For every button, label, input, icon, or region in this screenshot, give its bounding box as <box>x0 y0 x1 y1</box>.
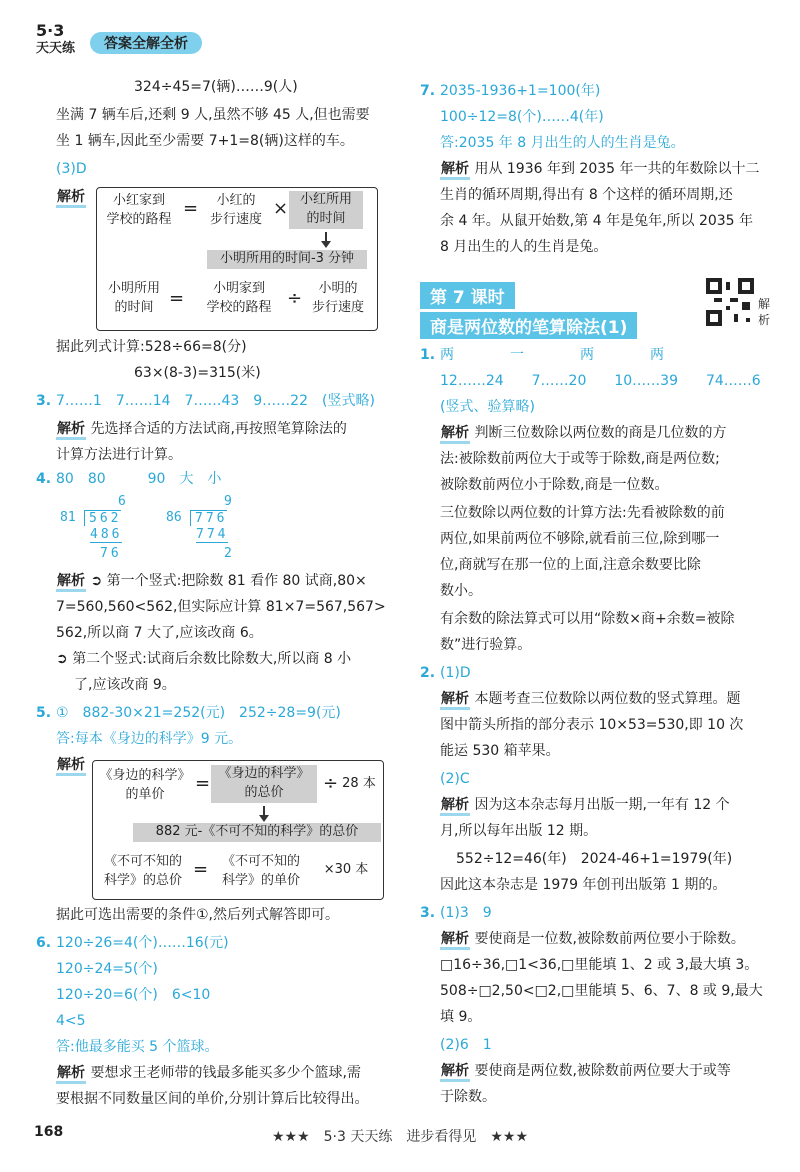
division-remainder: 2 <box>224 546 232 561</box>
analysis-text: 因为这本杂志每月出版一期,一年有 12 个 <box>474 797 730 813</box>
text-line: 因此这本杂志是 1979 年创刊出版第 1 期的。 <box>440 877 727 893</box>
relation-diagram <box>96 187 378 331</box>
analysis-text: 7=560,560<562,但实际应计算 81×7=567,567> <box>56 599 386 615</box>
equals-sign: = <box>195 773 211 794</box>
divide-sign: ÷ <box>287 288 303 309</box>
equals-sign: = <box>169 288 185 309</box>
diagram-cell: ×30 本 <box>323 862 369 877</box>
long-division-2 <box>166 494 256 564</box>
division-divisor: 81 <box>60 510 76 525</box>
diagram-cell-highlight: 小明所用的时间-3 分钟 <box>207 250 367 269</box>
qr-label: 解 <box>758 297 771 311</box>
text-line: 552÷12=46(年) 2024-46+1=1979(年) <box>456 851 733 867</box>
question-number: 3. <box>420 905 436 921</box>
analysis-text: 要想求王老师带的钱最多能买多少个篮球,需 <box>90 1065 361 1081</box>
diagram-cell-highlight: 《身边的科学》 的总价 <box>211 765 317 803</box>
analysis-text: 508÷□2,50<□2,□里能填 5、6、7、8 或 9,最大 <box>440 983 763 999</box>
analysis-text: 8 月出生的人的生肖是兔。 <box>440 239 608 255</box>
answer-line: 答:2035 年 8 月出生的人的生肖是兔。 <box>440 135 685 151</box>
text-line: 坐满 7 辆车后,还剩 9 人,虽然不够 45 人,但也需要 <box>56 107 370 123</box>
analysis-text: 要使商是一位数,被除数前两位要小于除数。 <box>474 931 745 947</box>
diagram-cell: 28 本 <box>342 776 376 791</box>
arrow-right-icon: ➲ <box>90 573 103 589</box>
diagram-cell: 《不可不知的 科学》的单价 <box>221 854 300 888</box>
analysis-label: 解析 <box>440 426 470 444</box>
answer-line: 两 一 两 两 <box>440 347 664 363</box>
answer-line: 120÷26=4(个)……16(元) <box>56 935 229 951</box>
diagram-cell: 小明所用 的时间 <box>107 281 160 315</box>
answer-line: (2)6 1 <box>440 1037 492 1053</box>
analysis-text: 数”进行验算。 <box>440 637 532 653</box>
division-quotient: 9 <box>224 494 232 509</box>
text-line: 坐 1 辆车,因此至少需要 7+1=8(辆)这样的车。 <box>56 133 354 149</box>
answer-line: (2)C <box>440 771 470 787</box>
diagram-cell-highlight: 882 元-《不可不知的科学》的总价 <box>133 823 381 842</box>
answer-line: (3)D <box>56 161 87 177</box>
answer-line: 答:每本《身边的科学》9 元。 <box>56 731 243 747</box>
times-sign: × <box>273 198 289 219</box>
analysis-text: □16÷36,□1<36,□里能填 1、2 或 3,最大填 3。 <box>440 957 759 973</box>
text-line: 63×(8-3)=315(米) <box>134 365 261 381</box>
answer-line: 答:他最多能买 5 个篮球。 <box>56 1039 219 1055</box>
analysis-text: 用从 1936 年到 2035 年一共的年数除以十二 <box>474 161 760 177</box>
section-title-tag: 答案全解全析 <box>90 32 202 54</box>
question-number: 4. <box>36 471 52 487</box>
answer-line: (1)3 9 <box>440 905 492 921</box>
qr-code-icon <box>706 278 754 326</box>
diagram-cell: 小红家到 学校的路程 <box>106 193 172 227</box>
divide-sign: ÷ <box>323 773 339 794</box>
analysis-text: 本题考查三位数除以两位数的竖式算理。题 <box>474 691 741 707</box>
analysis-label: 解析 <box>440 798 470 816</box>
analysis-text: 要使商是两位数,被除数前两位要大于或等 <box>474 1063 731 1079</box>
lesson-number: 第 7 课时 <box>420 282 515 309</box>
question-number: 2. <box>420 665 436 681</box>
analysis-label: 解析 <box>56 190 86 208</box>
question-number: 3. <box>36 393 52 409</box>
svg-text:5·3: 5·3 <box>36 21 65 40</box>
division-dividend: 562 <box>84 510 121 526</box>
answer-line: (1)D <box>440 665 471 681</box>
analysis-text: 图中箭头所指的部分表示 10×53=530,即 10 次 <box>440 717 744 733</box>
analysis-label: 解析 <box>440 1064 470 1082</box>
diagram-cell: 小明家到 学校的路程 <box>206 281 272 315</box>
analysis-label: 解析 <box>440 932 470 950</box>
division-divisor: 86 <box>166 510 182 525</box>
lesson-title: 商是两位数的笔算除法(1) <box>420 312 637 339</box>
answer-line: 2035-1936+1=100(年) <box>440 83 601 99</box>
analysis-text: 余 4 年。从鼠开始数,第 4 年是兔年,所以 2035 年 <box>440 213 754 229</box>
diagram-cell-highlight: 小红所用 的时间 <box>289 191 363 229</box>
analysis-text: 先选择合适的方法试商,再按照笔算除法的 <box>90 421 347 437</box>
relation-diagram <box>92 760 384 900</box>
arrowhead-icon <box>259 815 269 822</box>
answer-line: 100÷12=8(个)……4(年) <box>440 109 604 125</box>
brand-logo <box>34 20 94 54</box>
analysis-text: 生肖的循环周期,得出有 8 个这样的循环周期,还 <box>440 187 733 203</box>
analysis-text: 了,应该改商 9。 <box>74 677 176 693</box>
division-product: 774 <box>196 527 229 542</box>
analysis-text: 被除数前两位小于除数,商是一位数。 <box>440 477 669 493</box>
answer-line: 4<5 <box>56 1013 86 1029</box>
analysis-text: 填 9。 <box>440 1009 482 1025</box>
analysis-label: 解析 <box>56 422 86 440</box>
analysis-text: 有余数的除法算式可以用“除数×商+余数=被除 <box>440 611 735 627</box>
analysis-text: 计算方法进行计算。 <box>56 447 182 463</box>
analysis-text: 法:被除数前两位大于或等于除数,商是两位数; <box>440 451 720 467</box>
answer-line: 12……24 7……20 10……39 74……6 <box>440 373 761 389</box>
diagram-cell: 《不可不知的 科学》的总价 <box>103 854 182 888</box>
diagram-cell: 《身边的科学》 的单价 <box>99 768 191 802</box>
qr-label: 析 <box>758 313 771 327</box>
analysis-label: 解析 <box>56 1066 86 1084</box>
text-line: 324÷45=7(辆)……9(人) <box>134 79 298 95</box>
analysis-text: 判断三位数除以两位数的商是几位数的方 <box>474 425 727 441</box>
answer-line: ① 882-30×21=252(元) 252÷28=9(元) <box>56 705 341 721</box>
diagram-cell: 小红的 步行速度 <box>209 193 262 227</box>
analysis-text: 第一个竖式:把除数 81 看作 80 试商,80× <box>106 573 367 589</box>
analysis-text: 数小。 <box>440 583 482 599</box>
question-number: 1. <box>420 347 436 363</box>
equals-sign: = <box>193 859 209 880</box>
analysis-label: 解析 <box>440 692 470 710</box>
analysis-text: 能运 530 箱苹果。 <box>440 743 560 759</box>
division-remainder: 76 <box>100 546 122 561</box>
diagram-cell: 小明的 步行速度 <box>311 281 364 315</box>
analysis-text: 于除数。 <box>440 1089 496 1105</box>
text-line: 据此可选出需要的条件①,然后列式解答即可。 <box>56 907 339 923</box>
answer-line: 120÷24=5(个) <box>56 961 158 977</box>
division-product: 486 <box>90 527 123 542</box>
text-line: 据此列式计算:528÷66=8(分) <box>56 339 247 355</box>
arrow-right-icon: ➲ <box>56 651 68 667</box>
analysis-text: 三位数除以两位数的计算方法:先看被除数的前 <box>440 505 725 521</box>
footer-slogan: ★★★ 5·3 天天练 进步看得见 ★★★ <box>271 1129 529 1145</box>
division-dividend: 776 <box>190 510 227 526</box>
analysis-text: 两位,如果前两位不够除,就看前三位,除到哪一 <box>440 531 720 547</box>
question-number: 5. <box>36 705 52 721</box>
arrowhead-icon <box>321 241 331 248</box>
question-number: 7. <box>420 83 436 99</box>
long-division-1 <box>60 494 150 564</box>
analysis-text: 位,商就写在那一位的上面,注意余数要比除 <box>440 557 701 573</box>
page-number: 168 <box>34 1124 64 1140</box>
analysis-text: 第二个竖式:试商后余数比除数大,所以商 8 小 <box>72 651 352 667</box>
answer-line: (竖式、验算略) <box>440 399 535 415</box>
question-number: 6. <box>36 935 52 951</box>
analysis-text: 562,所以商 7 大了,应该改商 6。 <box>56 625 263 641</box>
svg-text:天天练: 天天练 <box>36 41 76 54</box>
analysis-text: 月,所以每年出版 12 期。 <box>440 823 598 839</box>
division-quotient: 6 <box>118 494 126 509</box>
equals-sign: = <box>183 198 199 219</box>
analysis-label: 解析 <box>56 574 86 592</box>
analysis-label: 解析 <box>440 162 470 180</box>
answer-line: 80 80 90 大 小 <box>56 471 222 487</box>
answer-line: 120÷20=6(个) 6<10 <box>56 987 211 1003</box>
answer-line: 7……1 7……14 7……43 9……22 (竖式略) <box>56 393 375 409</box>
analysis-text: 要根据不同数量区间的单价,分别计算后比较得出。 <box>56 1091 369 1107</box>
analysis-label: 解析 <box>56 758 86 776</box>
